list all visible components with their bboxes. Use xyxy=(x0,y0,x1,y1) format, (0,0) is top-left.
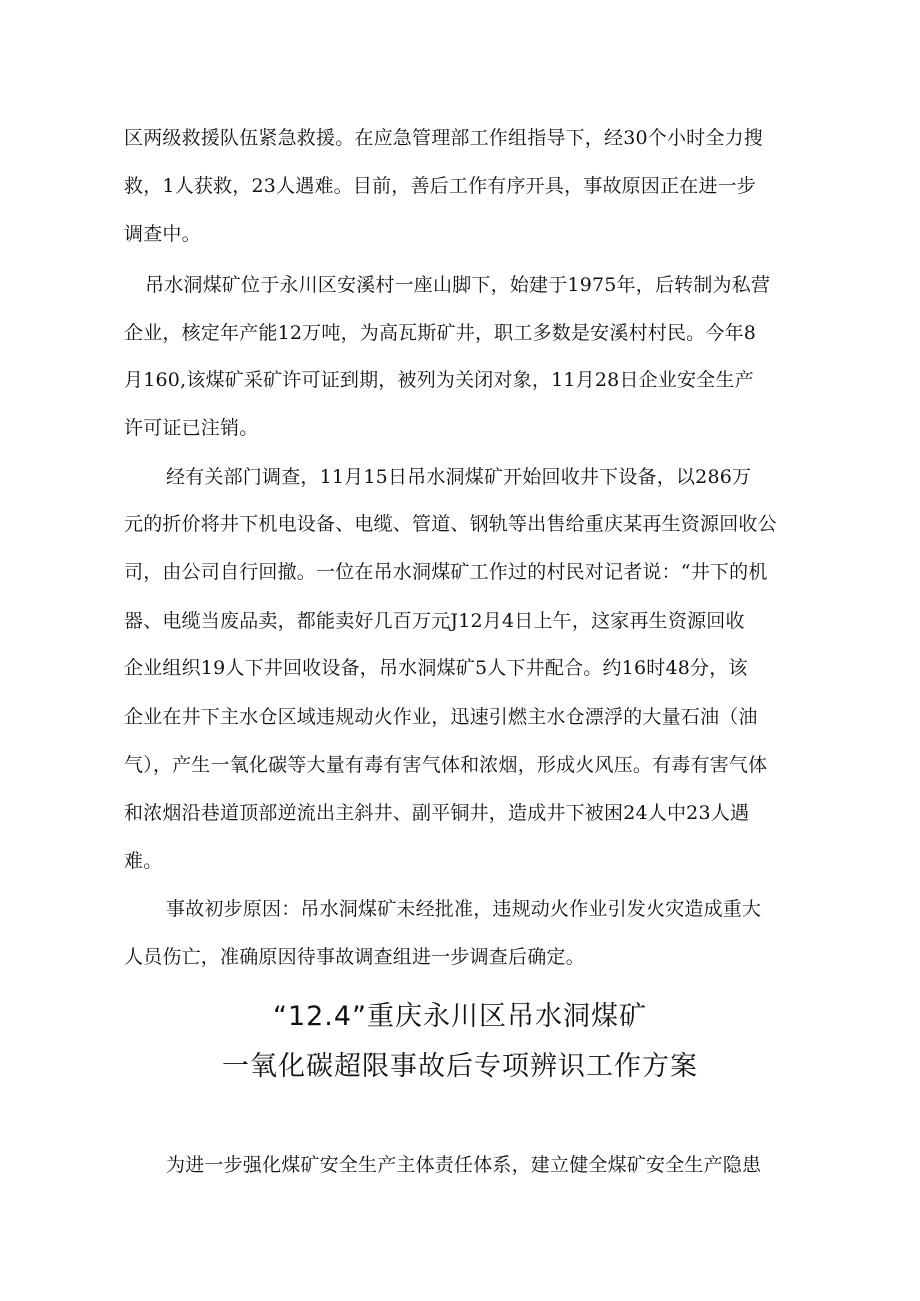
paragraph-4-line-2: 人员伤亡，准确原因待事故调查组进一步调查后确定。 xyxy=(124,946,585,968)
paragraph-3-line-2: 元的折价将井下机电设备、电缆、管道、钢轨等出售给重庆某再生资源回收公 xyxy=(124,513,777,535)
paragraph-3-line-4: 器、电缆当废品卖，都能卖好几百万元J12月4日上午，这家再生资源回收 xyxy=(124,610,745,632)
paragraph-2-line-1: 吊水洞煤矿位于永川区安溪村一座山脚下，始建于1975年，后转制为私营 xyxy=(145,274,771,296)
paragraph-2-line-3: 月160,该煤矿采矿许可证到期，被列为关闭对象，11月28日企业安全生产 xyxy=(124,369,754,391)
paragraph-1-line-2: 救，1人获救，23人遇难。目前，善后工作有序开具，事故原因正在进一步 xyxy=(124,175,757,197)
paragraph-1-line-1: 区两级救援队伍紧急救援。在应急管理部工作组指导下，经30个小时全力搜 xyxy=(124,127,763,149)
paragraph-3-line-3: 司，由公司自行回撤。一位在吊水洞煤矿工作过的村民对记者说：“井下的机 xyxy=(124,561,768,583)
paragraph-3-line-8: 和浓烟沿巷道顶部逆流出主斜井、副平铜井，造成井下被困24人中23人遇 xyxy=(124,802,750,824)
paragraph-3-line-6: 企业在井下主水仓区域违规动火作业，迅速引燃主水仓漂浮的大量石油（油 xyxy=(124,706,758,728)
paragraph-3-line-1: 经有关部门调查，11月15日吊水洞煤矿开始回收井下设备，以286万 xyxy=(166,466,752,488)
paragraph-1-line-3: 调查中。 xyxy=(124,223,201,245)
section-title-line-1: “12.4”重庆永川区吊水洞煤矿 xyxy=(272,1001,648,1032)
paragraph-3-line-7: 气），产生一氧化碳等大量有毒有害气体和浓烟，形成火风压。有毒有害气体 xyxy=(124,754,768,776)
paragraph-2-line-2: 企业，核定年产能12万吨，为高瓦斯矿井，职工多数是安溪村村民。今年8 xyxy=(124,322,757,344)
paragraph-3-line-9: 难。 xyxy=(124,850,163,872)
closing-paragraph-line-1: 为进一步强化煤矿安全生产主体责任体系，建立健全煤矿安全生产隐患 xyxy=(166,1154,762,1176)
section-title-line-2: 一氧化碳超限事故后专项辨识工作方案 xyxy=(222,1051,698,1082)
paragraph-4-line-1: 事故初步原因：吊水洞煤矿未经批准，违规动火作业引发火灾造成重大 xyxy=(166,898,762,920)
paragraph-2-line-4: 许可证已注销。 xyxy=(124,417,259,439)
paragraph-3-line-5: 企业组织19人下井回收设备，吊水洞煤矿5人下井配合。约16时48分，该 xyxy=(124,657,748,679)
